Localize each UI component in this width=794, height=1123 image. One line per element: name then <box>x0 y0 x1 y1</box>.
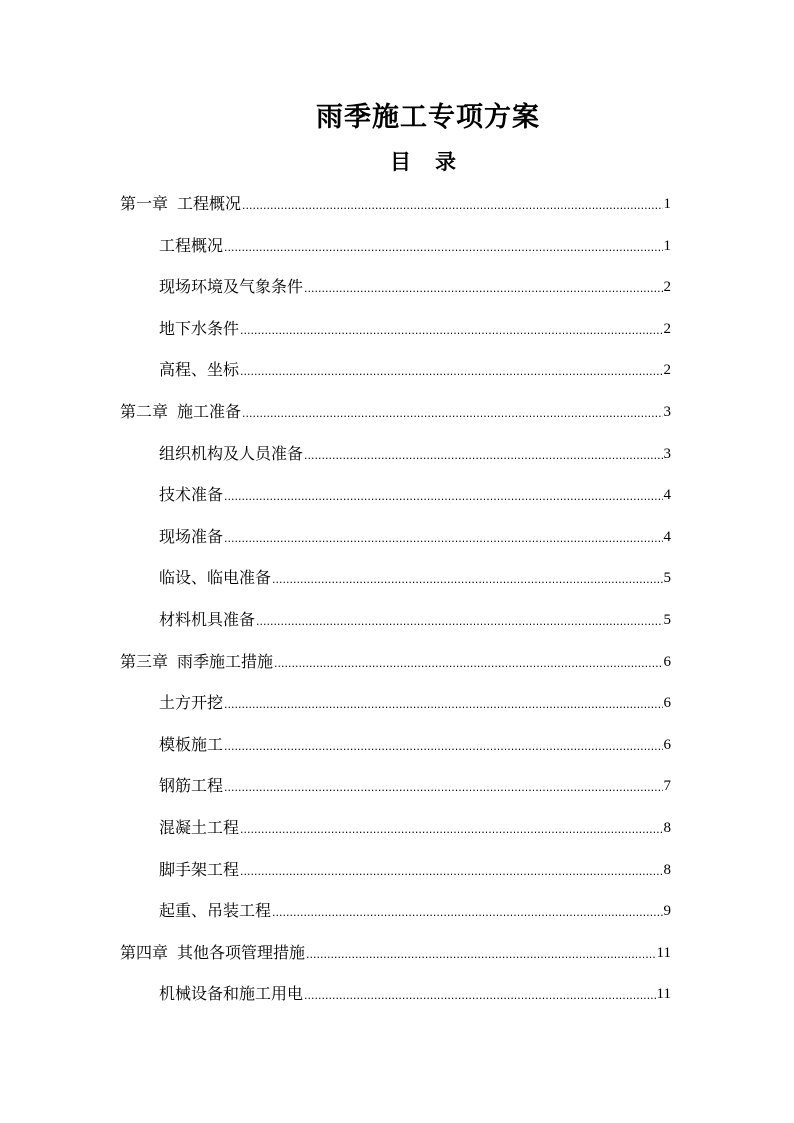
toc-page-number: 4 <box>663 528 671 545</box>
toc-dot-leader <box>242 406 662 422</box>
toc-chapter-number: 第四章 <box>120 942 169 962</box>
toc-entry-label <box>159 610 255 630</box>
toc-page-number: 2 <box>663 320 671 337</box>
toc-chapter-number: 第三章 <box>120 651 169 671</box>
toc-page-number: 7 <box>663 778 671 795</box>
toc-dot-leader <box>256 614 662 630</box>
toc-section-entry[interactable] <box>159 974 671 1004</box>
toc-entry-label <box>159 860 239 880</box>
toc-entry-title: 起重、吊装工程 <box>159 901 272 921</box>
toc-heading-char: 目 <box>390 149 411 174</box>
toc-section-entry[interactable] <box>159 808 671 838</box>
toc-entry-label <box>159 485 223 505</box>
toc-entry-label <box>120 943 305 963</box>
toc-section-entry[interactable] <box>159 766 671 796</box>
toc-dot-leader <box>240 323 662 339</box>
toc-entry-title: 临设、临电准备 <box>159 568 272 588</box>
toc-entry-label <box>159 236 223 256</box>
toc-entry-title: 工程概况 <box>177 194 242 213</box>
toc-entry-label <box>159 527 223 547</box>
toc-page-number: 5 <box>663 570 671 587</box>
toc-page-number: 3 <box>663 404 671 420</box>
toc-section-entry[interactable] <box>159 226 671 256</box>
toc-entry-title: 土方开挖 <box>159 693 224 713</box>
toc-dot-leader <box>224 531 662 547</box>
toc-entry-title: 施工准备 <box>177 402 242 421</box>
toc-entry-label <box>159 360 239 380</box>
toc-entry-label <box>159 444 303 464</box>
toc-dot-leader <box>272 905 662 921</box>
toc-section-entry[interactable] <box>159 309 671 339</box>
document-title: 雨季施工专项方案 <box>316 102 540 133</box>
toc-entry-title: 技术准备 <box>159 485 224 505</box>
toc-entry-label <box>120 194 241 214</box>
toc-chapter-entry[interactable] <box>120 933 671 963</box>
toc-section-entry[interactable] <box>159 891 671 921</box>
toc-entry-title: 地下水条件 <box>159 318 240 338</box>
toc-entry-title: 雨季施工措施 <box>177 651 274 671</box>
toc-page-number: 3 <box>663 445 671 462</box>
toc-dot-leader <box>304 281 662 297</box>
toc-section-entry[interactable] <box>159 725 671 755</box>
toc-entry-label <box>159 735 223 755</box>
toc-entry-title: 混凝土工程 <box>159 818 240 837</box>
toc-entry-label <box>159 776 223 796</box>
toc-section-entry[interactable] <box>159 517 671 547</box>
toc-page-number: 8 <box>663 861 671 878</box>
toc-entry-label <box>120 402 241 422</box>
toc-section-entry[interactable] <box>159 850 671 880</box>
toc-entry-title: 机械设备和施工用电 <box>159 984 304 1004</box>
toc-chapter-entry[interactable] <box>120 392 671 422</box>
toc-dot-leader <box>224 739 662 755</box>
toc-entry-title: 现场准备 <box>159 526 224 546</box>
toc-entry-label <box>159 818 239 838</box>
toc-entry-label <box>159 984 303 1004</box>
toc-page-number: 1 <box>663 237 671 254</box>
toc-entry-title: 现场环境及气象条件 <box>159 277 304 297</box>
toc-page-number: 6 <box>663 695 671 712</box>
toc-dot-leader <box>240 864 662 880</box>
toc-entry-title: 模板施工 <box>159 734 224 754</box>
toc-entry-title: 脚手架工程 <box>159 859 240 879</box>
toc-dot-leader <box>306 947 656 963</box>
toc-chapter-entry[interactable] <box>120 642 671 672</box>
toc-page-number: 6 <box>663 653 671 670</box>
toc-dot-leader <box>240 364 662 380</box>
toc-entry-title: 高程、坐标 <box>159 360 240 380</box>
toc-section-entry[interactable] <box>159 683 671 713</box>
toc-dot-leader <box>224 240 662 256</box>
toc-page-number: 6 <box>663 736 671 753</box>
toc-dot-leader <box>224 780 662 796</box>
toc-page-number: 2 <box>663 362 671 379</box>
toc-dot-leader <box>304 448 662 464</box>
toc-entry-label <box>159 901 271 921</box>
toc-chapter-number: 第一章 <box>120 194 169 213</box>
toc-entry-title: 钢筋工程 <box>159 776 224 796</box>
toc-entry-title: 组织机构及人员准备 <box>159 443 304 463</box>
toc-section-entry[interactable] <box>159 434 671 464</box>
toc-section-entry[interactable] <box>159 600 671 630</box>
toc-dot-leader <box>304 988 656 1004</box>
toc-section-entry[interactable] <box>159 267 671 297</box>
toc-dot-leader <box>274 656 662 672</box>
toc-entry-title: 材料机具准备 <box>159 610 256 629</box>
toc-dot-leader <box>224 697 662 713</box>
toc-entry-label <box>159 277 303 297</box>
toc-heading-char: 录 <box>435 149 456 174</box>
toc-page-number: 5 <box>663 612 671 628</box>
toc-entry-label <box>120 652 273 672</box>
toc-page-number: 8 <box>663 820 671 836</box>
toc-entry-label <box>159 568 271 588</box>
toc-dot-leader <box>242 198 662 214</box>
toc-page-number: 9 <box>663 903 671 920</box>
toc-page-number: 4 <box>663 487 671 504</box>
toc-dot-leader <box>240 822 662 838</box>
toc-chapter-entry[interactable] <box>120 184 671 214</box>
toc-section-entry[interactable] <box>159 475 671 505</box>
toc-entry-label <box>159 693 223 713</box>
toc-page-number: 11 <box>656 944 671 961</box>
toc-heading <box>0 147 794 177</box>
toc-dot-leader <box>224 489 662 505</box>
toc-section-entry[interactable] <box>159 558 671 588</box>
toc-entry-title: 工程概况 <box>159 235 224 255</box>
toc-entry-label <box>159 319 239 339</box>
toc-chapter-number: 第二章 <box>120 402 169 421</box>
toc-page-number: 2 <box>663 279 671 296</box>
toc-dot-leader <box>272 572 662 588</box>
toc-section-entry[interactable] <box>159 350 671 380</box>
toc-page-number: 1 <box>663 196 671 212</box>
toc-entry-title: 其他各项管理措施 <box>177 942 306 962</box>
toc-page-number: 11 <box>656 986 671 1003</box>
